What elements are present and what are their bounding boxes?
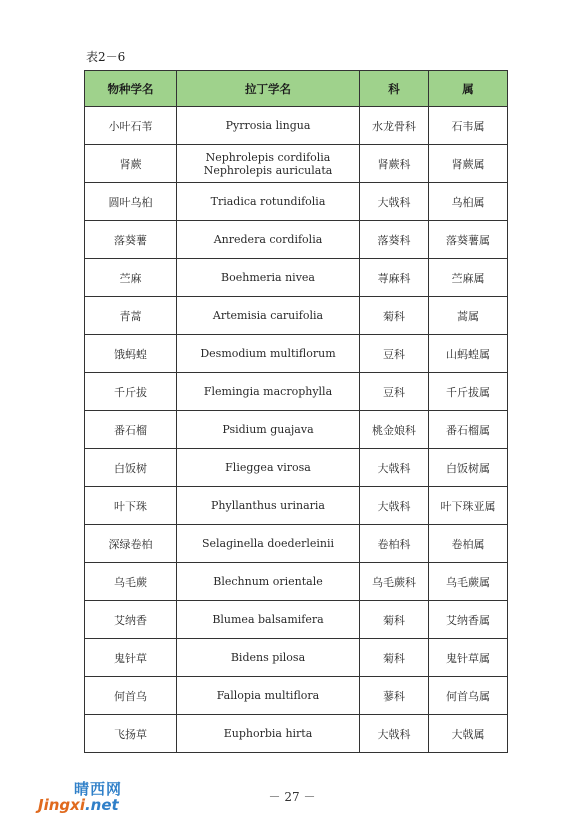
cell-genus: 叶下珠亚属 (429, 487, 508, 525)
table-row (85, 639, 508, 677)
table-row (85, 221, 508, 259)
cell-genus: 乌桕属 (429, 183, 508, 221)
cell-genus: 千斤拔属 (429, 373, 508, 411)
latin-name-line: Flemingia macrophylla (203, 385, 333, 398)
cell-genus: 白饭树属 (429, 449, 508, 487)
cell-family: 桃金娘科 (360, 411, 429, 449)
cell-genus: 艾纳香属 (429, 601, 508, 639)
cell-species-name: 叶下珠 (85, 487, 177, 525)
table-row (85, 487, 508, 525)
cell-genus: 落葵薯属 (429, 221, 508, 259)
cell-species-name: 圆叶乌桕 (85, 183, 177, 221)
latin-name-line: Selaginella doederleinii (201, 537, 335, 550)
cell-species-name: 飞扬草 (85, 715, 177, 753)
cell-latin-name (177, 221, 360, 259)
watermark-top-text: 晴西网 (74, 780, 123, 798)
table-row (85, 335, 508, 373)
cell-latin-name (177, 259, 360, 297)
species-table (84, 70, 508, 753)
cell-genus: 苎麻属 (429, 259, 508, 297)
cell-species-name: 番石榴 (85, 411, 177, 449)
latin-name-line: Flieggea virosa (225, 461, 311, 474)
cell-genus: 蒿属 (429, 297, 508, 335)
cell-latin-name (177, 145, 360, 183)
cell-family: 大戟科 (360, 449, 429, 487)
cell-species-name: 小叶石苇 (85, 107, 177, 145)
cell-species-name: 白饭树 (85, 449, 177, 487)
cell-latin-name (177, 107, 360, 145)
cell-genus: 乌毛蕨属 (429, 563, 508, 601)
latin-name-line: Desmodium multiflorum (200, 347, 336, 360)
latin-name-line: Anredera cordifolia (213, 233, 323, 246)
cell-latin-name (177, 373, 360, 411)
cell-family: 大戟科 (360, 487, 429, 525)
cell-species-name: 苎麻 (85, 259, 177, 297)
latin-name-line: Blechnum orientale (213, 575, 323, 588)
latin-name-line: Nephrolepis cordifolia (205, 150, 331, 164)
cell-family: 落葵科 (360, 221, 429, 259)
cell-latin-name (177, 677, 360, 715)
cell-species-name: 深绿卷柏 (85, 525, 177, 563)
cell-genus: 鬼针草属 (429, 639, 508, 677)
cell-genus: 何首乌属 (429, 677, 508, 715)
table-row (85, 259, 508, 297)
table-row (85, 183, 508, 221)
cell-species-name: 何首乌 (85, 677, 177, 715)
table-row (85, 107, 508, 145)
table-header-row (85, 71, 508, 107)
watermark-bottom-text (38, 796, 119, 814)
cell-latin-name (177, 449, 360, 487)
table-row (85, 145, 508, 183)
latin-name-line: Boehmeria nivea (221, 271, 315, 284)
header-family: 科 (360, 71, 429, 107)
cell-latin-name (177, 601, 360, 639)
table-row (85, 563, 508, 601)
cell-family: 菊科 (360, 601, 429, 639)
cell-family: 水龙骨科 (360, 107, 429, 145)
latin-name-line: Nephrolepis auriculata (203, 163, 333, 177)
table-row (85, 449, 508, 487)
cell-latin-name (177, 563, 360, 601)
table-row (85, 297, 508, 335)
cell-family: 豆科 (360, 335, 429, 373)
cell-family: 豆科 (360, 373, 429, 411)
watermark-domain-a: Jingxi (38, 796, 85, 814)
cell-species-name: 艾纳香 (85, 601, 177, 639)
watermark-domain-b: .net (84, 796, 119, 814)
cell-family: 肾蕨科 (360, 145, 429, 183)
latin-name-line: Pyrrosia lingua (225, 119, 311, 132)
table-row (85, 411, 508, 449)
cell-family: 蓼科 (360, 677, 429, 715)
table-row (85, 715, 508, 753)
cell-latin-name (177, 525, 360, 563)
latin-name-line: Fallopia multiflora (216, 689, 320, 702)
cell-latin-name (177, 639, 360, 677)
cell-family: 大戟科 (360, 715, 429, 753)
table-body (85, 107, 508, 753)
cell-species-name: 鬼针草 (85, 639, 177, 677)
table-row (85, 373, 508, 411)
table-row (85, 525, 508, 563)
page-number: － 27 － (268, 790, 316, 804)
cell-family: 荨麻科 (360, 259, 429, 297)
table-row (85, 601, 508, 639)
cell-genus: 番石榴属 (429, 411, 508, 449)
cell-latin-name (177, 335, 360, 373)
watermark-logo (28, 778, 124, 814)
cell-genus: 肾蕨属 (429, 145, 508, 183)
latin-name-line: Triadica rotundifolia (210, 195, 326, 208)
cell-genus: 石韦属 (429, 107, 508, 145)
cell-species-name: 落葵薯 (85, 221, 177, 259)
cell-family: 菊科 (360, 639, 429, 677)
table-row (85, 677, 508, 715)
cell-genus: 山蚂蝗属 (429, 335, 508, 373)
cell-latin-name (177, 411, 360, 449)
latin-name-line: Euphorbia hirta (223, 727, 313, 740)
cell-family: 卷柏科 (360, 525, 429, 563)
cell-latin-name (177, 715, 360, 753)
cell-species-name: 千斤拔 (85, 373, 177, 411)
cell-species-name: 青蒿 (85, 297, 177, 335)
table-caption: 表2－6 (86, 50, 126, 64)
latin-name-line: Artemisia caruifolia (212, 309, 324, 322)
header-genus: 属 (429, 71, 508, 107)
cell-latin-name (177, 297, 360, 335)
latin-name-line: Blumea balsamifera (212, 613, 324, 626)
header-species-name: 物种学名 (85, 71, 177, 107)
cell-family: 乌毛蕨科 (360, 563, 429, 601)
cell-species-name: 肾蕨 (85, 145, 177, 183)
latin-name-line: Bidens pilosa (230, 651, 306, 664)
latin-name-line: Psidium guajava (222, 423, 314, 436)
latin-name-line: Phyllanthus urinaria (211, 499, 325, 512)
cell-genus: 卷柏属 (429, 525, 508, 563)
header-latin-name: 拉丁学名 (177, 71, 360, 107)
cell-species-name: 饿蚂蝗 (85, 335, 177, 373)
cell-latin-name (177, 183, 360, 221)
cell-genus: 大戟属 (429, 715, 508, 753)
cell-species-name: 乌毛蕨 (85, 563, 177, 601)
cell-latin-name (177, 487, 360, 525)
cell-family: 大戟科 (360, 183, 429, 221)
cell-family: 菊科 (360, 297, 429, 335)
